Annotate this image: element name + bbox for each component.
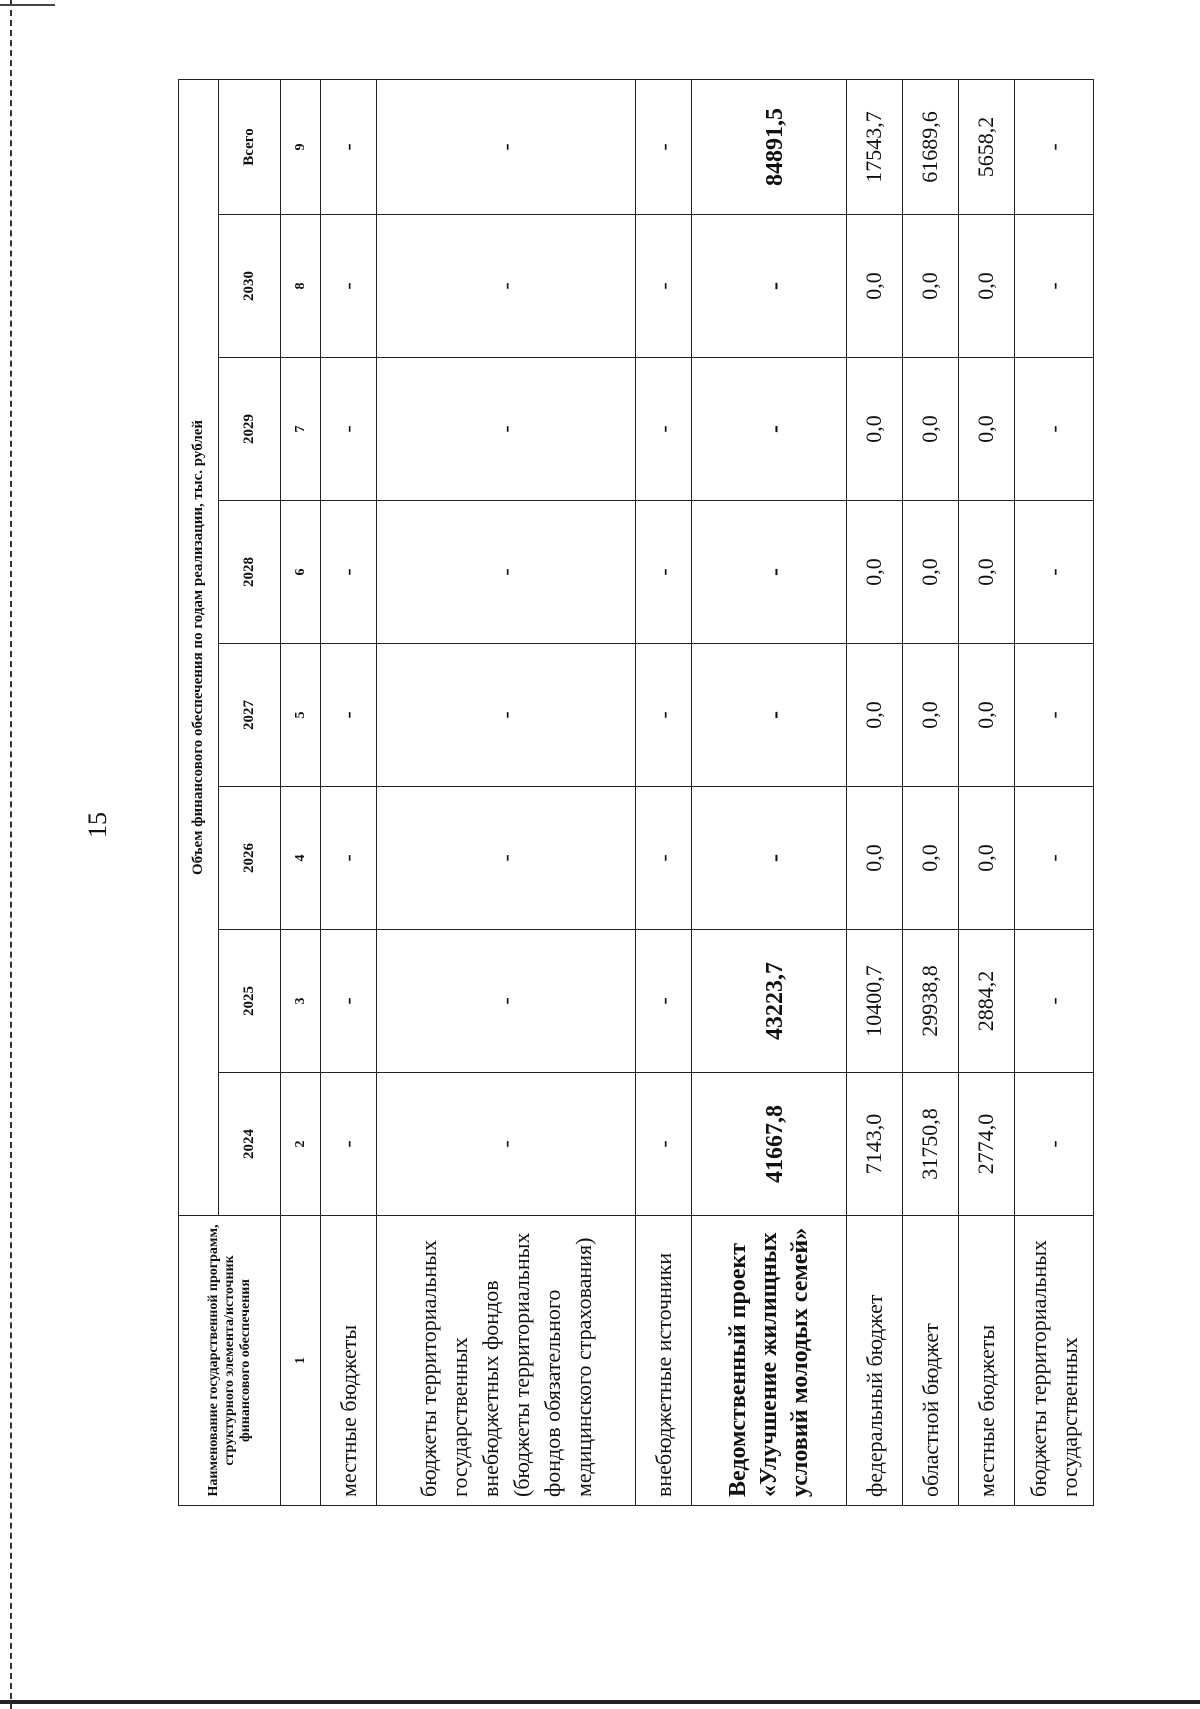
row-value: 61689,6 xyxy=(902,79,958,214)
table-row xyxy=(636,79,692,1505)
row-value: - xyxy=(376,787,636,930)
page-number: 15 xyxy=(83,812,112,838)
financing-table xyxy=(178,79,1094,1506)
row-value: 2774,0 xyxy=(958,1073,1014,1216)
header-year-2024: 2024 xyxy=(219,1073,281,1216)
row-label: внебюджетные источники xyxy=(636,1216,692,1506)
row-value: 0,0 xyxy=(846,358,902,501)
row-value: - xyxy=(1014,215,1094,358)
row-label: местные бюджеты xyxy=(321,1216,377,1506)
column-number: 5 xyxy=(281,644,321,787)
row-label: бюджеты территориальных государственных xyxy=(1014,1216,1094,1506)
row-value: 41667,8 xyxy=(692,1073,846,1216)
row-value: - xyxy=(1014,79,1094,214)
row-value: 0,0 xyxy=(958,787,1014,930)
row-value: - xyxy=(376,215,636,358)
table-row xyxy=(1014,79,1094,1505)
table-row xyxy=(846,79,902,1505)
table-body xyxy=(321,79,1094,1505)
column-number: 2 xyxy=(281,1073,321,1216)
row-value: - xyxy=(636,358,692,501)
column-number: 8 xyxy=(281,215,321,358)
scan-edge-top xyxy=(0,4,55,6)
header-name-column: Наименование государственной программ, структурного элемента/источник финансового обеспечения xyxy=(179,1216,281,1506)
row-value: 17543,7 xyxy=(846,79,902,214)
scan-edge-bottom xyxy=(0,1700,1200,1704)
row-value: - xyxy=(1014,358,1094,501)
row-value: - xyxy=(636,644,692,787)
column-number: 7 xyxy=(281,358,321,501)
column-number: 1 xyxy=(281,1216,321,1506)
row-label: федеральный бюджет xyxy=(846,1216,902,1506)
scan-edge-left xyxy=(10,0,12,1709)
row-value: 29938,8 xyxy=(902,930,958,1073)
header-total: Всего xyxy=(219,79,281,214)
row-value: - xyxy=(1014,644,1094,787)
row-value: 0,0 xyxy=(958,358,1014,501)
table-row xyxy=(376,79,636,1505)
row-value: - xyxy=(321,358,377,501)
row-value: 0,0 xyxy=(902,787,958,930)
row-value: 10400,7 xyxy=(846,930,902,1073)
column-number: 9 xyxy=(281,79,321,214)
rotated-table-frame xyxy=(178,80,1094,1506)
row-label: местные бюджеты xyxy=(958,1216,1014,1506)
row-value: - xyxy=(1014,930,1094,1073)
row-label: Ведомственный проект «Улучшение жилищных условий молодых семей» xyxy=(692,1216,846,1506)
row-value: 84891,5 xyxy=(692,79,846,214)
row-value: 0,0 xyxy=(846,787,902,930)
row-value: 0,0 xyxy=(902,501,958,644)
row-value: - xyxy=(692,644,846,787)
table-row xyxy=(321,79,377,1505)
row-label: бюджеты территориальных государственных внебюджетных фондов (бюджеты территориальных фондов обязательного медицинского страхования) xyxy=(376,1216,636,1506)
table-row xyxy=(692,79,846,1505)
row-value: - xyxy=(321,79,377,214)
row-value: - xyxy=(376,1073,636,1216)
header-group-title: Объем финансового обеспечения по годам реализации, тыс. рублей xyxy=(179,79,219,1215)
header-year-2029: 2029 xyxy=(219,358,281,501)
row-value: 0,0 xyxy=(958,215,1014,358)
row-value: - xyxy=(636,215,692,358)
row-value: - xyxy=(692,787,846,930)
row-label: областной бюджет xyxy=(902,1216,958,1506)
row-value: - xyxy=(1014,501,1094,644)
row-value: 0,0 xyxy=(902,644,958,787)
row-value: - xyxy=(692,501,846,644)
row-value: 0,0 xyxy=(902,215,958,358)
row-value: - xyxy=(376,501,636,644)
row-value: - xyxy=(1014,1073,1094,1216)
row-value: - xyxy=(376,79,636,214)
row-value: 0,0 xyxy=(958,501,1014,644)
column-number: 6 xyxy=(281,501,321,644)
row-value: - xyxy=(636,79,692,214)
header-year-2025: 2025 xyxy=(219,930,281,1073)
row-value: 31750,8 xyxy=(902,1073,958,1216)
column-number: 3 xyxy=(281,930,321,1073)
header-year-2026: 2026 xyxy=(219,787,281,930)
row-value: - xyxy=(321,930,377,1073)
row-value: - xyxy=(321,1073,377,1216)
row-value: - xyxy=(376,358,636,501)
row-value: - xyxy=(376,644,636,787)
row-value: 43223,7 xyxy=(692,930,846,1073)
row-value: 0,0 xyxy=(846,215,902,358)
row-value: - xyxy=(376,930,636,1073)
financing-table-container xyxy=(178,80,1200,1497)
header-year-2027: 2027 xyxy=(219,644,281,787)
row-value: - xyxy=(692,358,846,501)
row-value: - xyxy=(321,501,377,644)
row-value: 0,0 xyxy=(846,501,902,644)
table-row xyxy=(902,79,958,1505)
header-year-2030: 2030 xyxy=(219,215,281,358)
row-value: - xyxy=(321,787,377,930)
row-value: - xyxy=(636,501,692,644)
row-value: - xyxy=(636,787,692,930)
row-value: - xyxy=(1014,787,1094,930)
row-value: - xyxy=(321,644,377,787)
row-value: 7143,0 xyxy=(846,1073,902,1216)
row-value: 0,0 xyxy=(902,358,958,501)
row-value: 0,0 xyxy=(846,644,902,787)
column-number: 4 xyxy=(281,787,321,930)
row-value: - xyxy=(636,930,692,1073)
row-value: - xyxy=(636,1073,692,1216)
row-value: 0,0 xyxy=(958,644,1014,787)
row-value: - xyxy=(321,215,377,358)
row-value: 5658,2 xyxy=(958,79,1014,214)
row-value: - xyxy=(692,215,846,358)
row-value: 2884,2 xyxy=(958,930,1014,1073)
header-year-2028: 2028 xyxy=(219,501,281,644)
table-row xyxy=(958,79,1014,1505)
